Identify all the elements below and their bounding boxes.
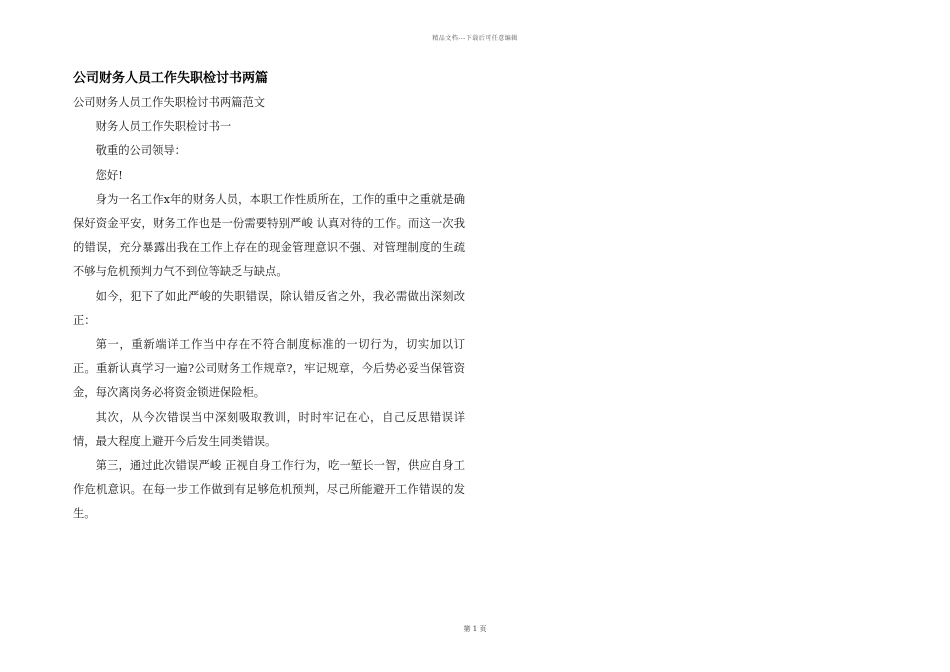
body-paragraph: 第三，通过此次错误严峻 正视自身工作行为，吃一堑长一智，供应自身工作危机意识。在每一步工作做到有足够危机预判，尽己所能避开工作错误的发生。 <box>73 459 465 521</box>
document-title: 公司财务人员工作失职检讨书两篇 <box>73 71 269 86</box>
body-paragraph: 身为一名工作x年的财务人员，本职工作性质所在，工作的重中之重就是确保好资金平安，财务工作也是一份需要特别严峻 认真对待的工作。而这一次我的错误，充分暴露出我在工作上存在的现金管理意识不强、对管理制度的生疏不够与危机预判力气不到位等缺乏与缺点。 <box>73 192 465 279</box>
salutation: 敬重的公司领导： <box>95 144 186 158</box>
section-heading: 财务人员工作失职检讨书一 <box>95 120 232 134</box>
subtitle-paragraph: 公司财务人员工作失职检讨书两篇范文 <box>73 96 266 109</box>
header-note: 精品文档---下载后可任意编辑 <box>432 35 518 42</box>
page-number: 第 1 页 <box>463 625 487 633</box>
body-paragraph: 第一，重新端详工作当中存在不符合制度标准的一切行为，切实加以订正。重新认真学习一遍?公司财务工作规章?，牢记规章，今后势必妥当保管资金，每次离岗务必将资金锁进保险柜。 <box>73 338 465 400</box>
document-body <box>73 91 465 527</box>
body-paragraph: 如今，犯下了如此严峻的失职错误，除认错反省之外，我必需做出深刻改正： <box>73 289 465 327</box>
greeting: 您好! <box>95 168 123 182</box>
body-paragraph: 其次，从今次错误当中深刻吸取教训，时时牢记在心，自己反思错误详情，最大程度上避开今后发生同类错误。 <box>73 410 465 448</box>
